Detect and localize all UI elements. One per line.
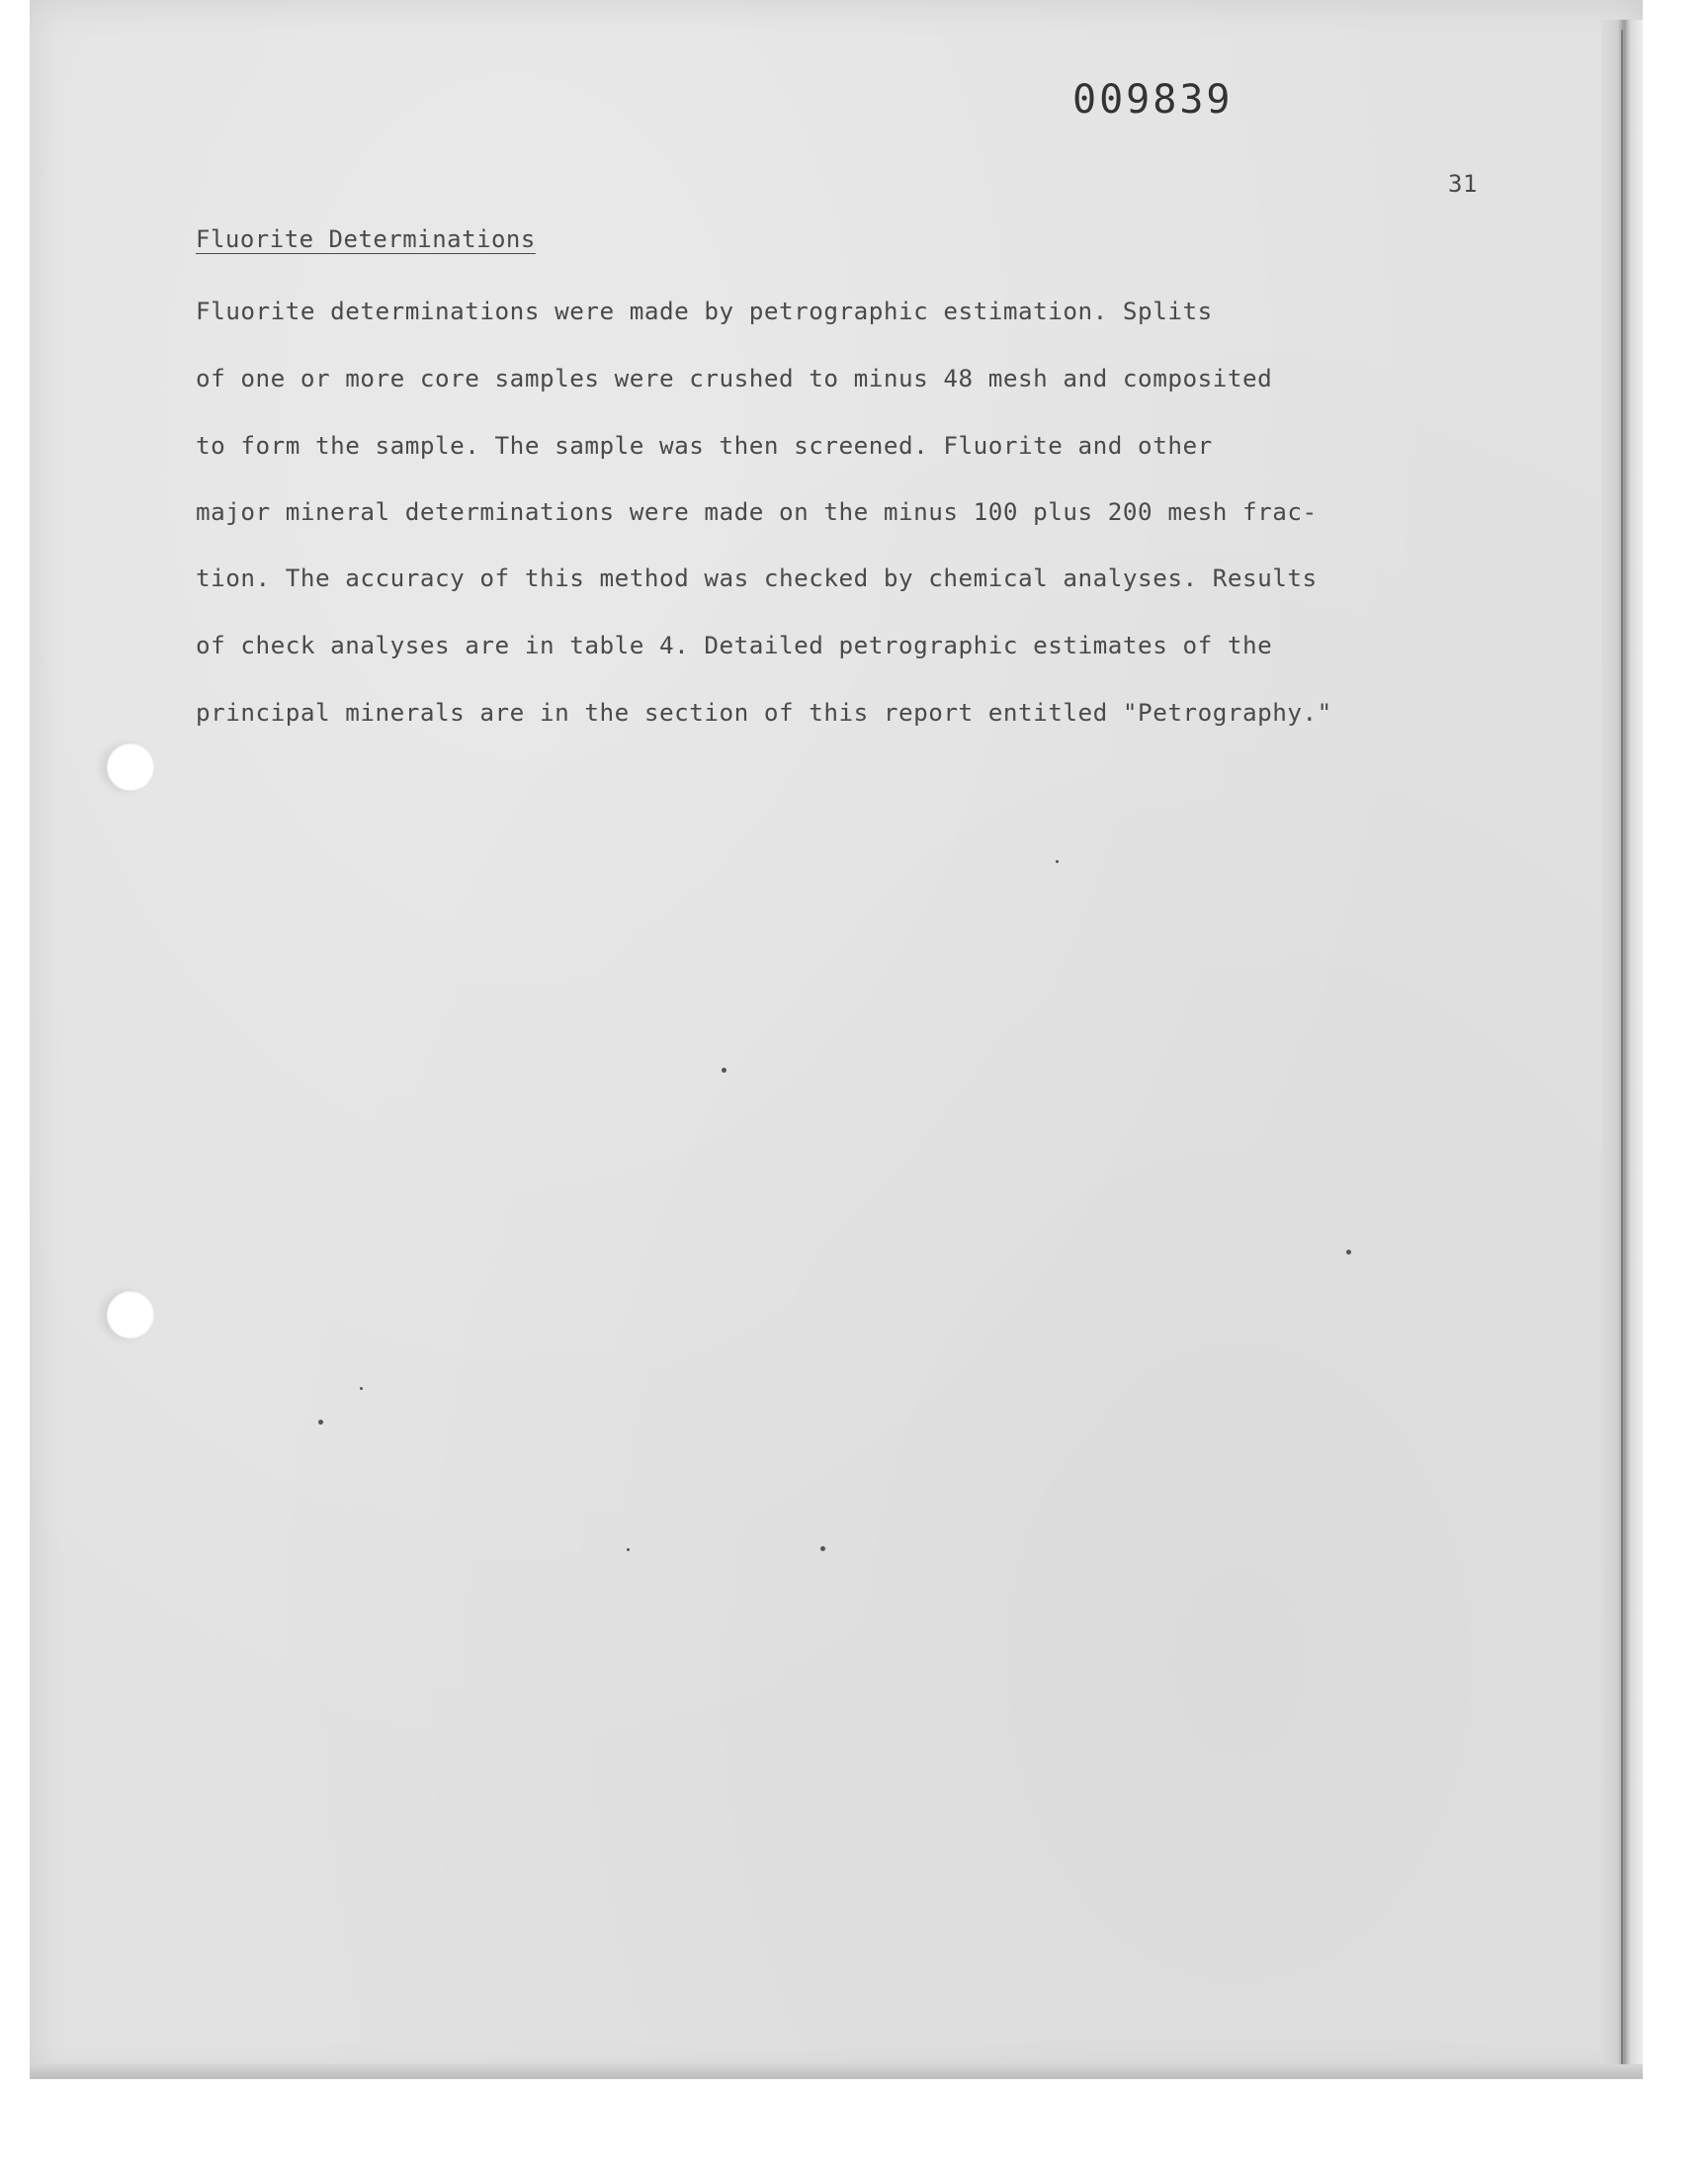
body-line-4: major mineral determinations were made on the minus 100 plus 200 mesh frac- bbox=[196, 497, 1318, 526]
punch-hole-lower bbox=[107, 1291, 154, 1339]
section-heading: Fluorite Determinations bbox=[196, 225, 536, 253]
speck bbox=[318, 1420, 323, 1425]
body-line-3: to form the sample. The sample was then screened. Fluorite and other bbox=[196, 431, 1213, 460]
body-line-6: of check analyses are in table 4. Detailed petrographic estimates of the bbox=[196, 631, 1273, 659]
speck bbox=[722, 1068, 726, 1073]
body-line-2: of one or more core samples were crushed to minus 48 mesh and composited bbox=[196, 364, 1273, 392]
page-bottom-edge bbox=[30, 2064, 1643, 2079]
page-number: 31 bbox=[1448, 170, 1478, 198]
speck bbox=[627, 1548, 630, 1551]
body-line-5: tion. The accuracy of this method was checked by chemical analyses. Results bbox=[196, 564, 1318, 592]
document-number: 009839 bbox=[1072, 77, 1234, 123]
speck bbox=[1346, 1250, 1351, 1255]
speck bbox=[1056, 860, 1059, 863]
speck bbox=[820, 1546, 825, 1551]
punch-hole-upper bbox=[107, 743, 154, 791]
body-line-1: Fluorite determinations were made by petrographic estimation. Splits bbox=[196, 297, 1213, 325]
speck bbox=[360, 1387, 363, 1390]
page-edge-line bbox=[1621, 30, 1623, 2076]
body-line-7: principal minerals are in the section of this report entitled "Petrography." bbox=[196, 698, 1332, 727]
